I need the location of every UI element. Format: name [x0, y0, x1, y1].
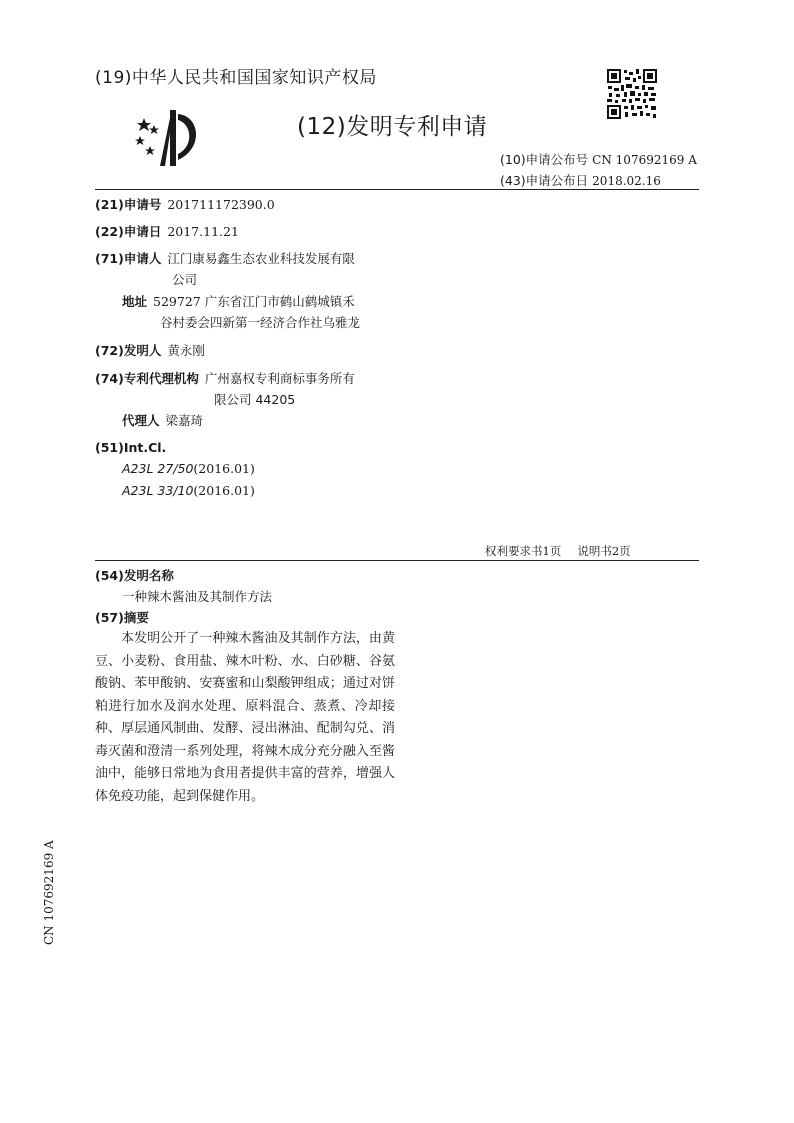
- agency-name: 广州嘉权专利商标事务所有: [204, 371, 355, 386]
- application-date: 2017.11.21: [167, 224, 239, 239]
- abstract-label-text: (57)摘要: [95, 610, 149, 625]
- address-label: 地址: [122, 294, 148, 309]
- applicant-label: (71)申请人: [95, 251, 162, 266]
- publication-number-row: [500, 150, 697, 168]
- agency-label: (74)专利代理机构: [95, 371, 199, 386]
- ipc-classification: [122, 459, 255, 479]
- section-divider: [95, 560, 699, 561]
- agency-name-continued: 限公司 44205: [214, 392, 296, 407]
- header-divider: [95, 189, 699, 190]
- address-continued: 谷村委会四新第一经济合作社乌雅龙: [160, 315, 361, 330]
- title-label: [95, 566, 174, 586]
- agency-row: [95, 369, 355, 389]
- side-publication-number: CN 107692169 A: [42, 840, 56, 945]
- abstract-text: 本发明公开了一种辣木酱油及其制作方法，由黄豆、小麦粉、食用盐、辣木叶粉、水、白砂糖、谷氨酸钠、苯甲酸钠、安赛蜜和山梨酸钾组成；通过对饼粕进行加水及润水处理、原料混合、蒸煮、冷却接种、厚层通风制曲、发酵、浸出淋油、配制勾兑、消毒灭菌和澄清一系列处理，将辣木成分充分融入至酱油中，能够日常地为食用者提供丰富的营养，增强人体免疫功能，起到保健作用。: [95, 631, 395, 804]
- applicant-name: 江门康易鑫生态农业科技发展有限: [167, 251, 355, 266]
- ipc-label-text: (51)Int.Cl.: [95, 440, 167, 455]
- inventor-label: (72)发明人: [95, 343, 162, 358]
- application-number-label: (21)申请号: [95, 197, 162, 212]
- inventor-name: 黄永刚: [167, 343, 205, 358]
- ipc-version: (2016.01): [193, 483, 255, 498]
- publication-date-row: [500, 171, 661, 189]
- address-row: [122, 292, 355, 312]
- publication-date: 2018.02.16: [592, 174, 661, 188]
- invention-title: 一种辣木酱油及其制作方法: [122, 589, 273, 604]
- description-page-count: 说明书2页: [577, 544, 631, 558]
- application-date-row: [95, 222, 239, 242]
- publication-date-label: (43)申请公布日: [500, 173, 589, 188]
- publication-number-label: (10)申请公布号: [500, 152, 589, 167]
- ipc-code: A23L 27/50: [122, 461, 194, 476]
- cnipa-logo: [130, 108, 210, 168]
- page-count: [485, 543, 631, 559]
- address: 529727 广东省江门市鹤山鹤城镇禾: [153, 294, 355, 309]
- agent-label: 代理人: [122, 413, 160, 428]
- qr-code-icon: [606, 68, 658, 120]
- abstract-label: [95, 608, 149, 628]
- application-date-label: (22)申请日: [95, 224, 162, 239]
- applicant-name-continued: 公司: [172, 272, 198, 287]
- ipc-version: (2016.01): [193, 461, 255, 476]
- title-label-text: (54)发明名称: [95, 568, 174, 583]
- office-name: (19)中华人民共和国国家知识产权局: [95, 68, 377, 88]
- agent-row: [122, 411, 203, 431]
- ipc-label: [95, 438, 166, 458]
- ipc-classification: [122, 481, 255, 501]
- publication-number: CN 107692169 A: [592, 153, 697, 167]
- application-number-row: [95, 195, 275, 215]
- inventor-row: [95, 341, 205, 361]
- ipc-code: A23L 33/10: [122, 483, 194, 498]
- application-number: 201711172390.0: [167, 197, 275, 212]
- agent-name: 梁嘉琦: [165, 413, 204, 428]
- document-type: (12)发明专利申请: [297, 114, 488, 140]
- applicant-row: [95, 249, 355, 269]
- claims-page-count: 权利要求书1页: [485, 544, 562, 558]
